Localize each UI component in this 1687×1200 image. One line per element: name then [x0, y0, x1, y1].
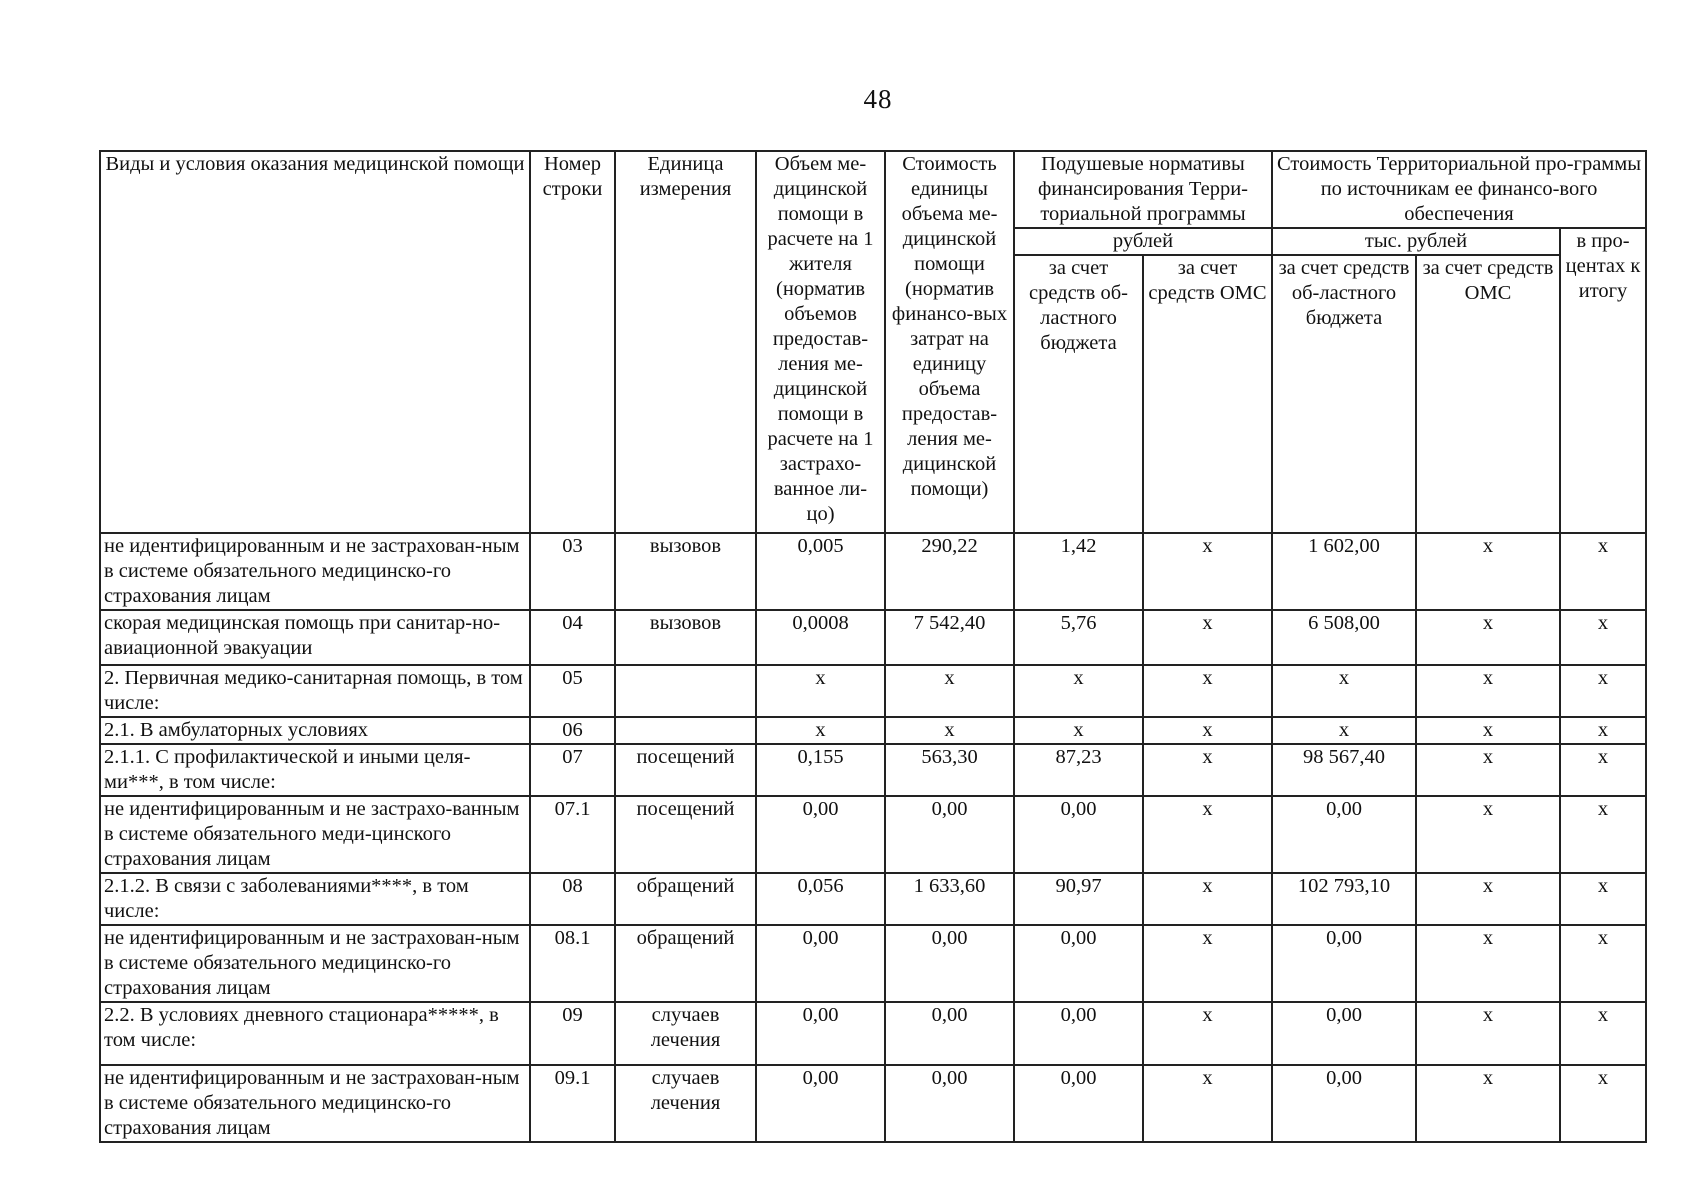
row-pc-budget: 5,76 — [1014, 610, 1143, 665]
row-number: 05 — [530, 665, 615, 717]
row-total-budget: х — [1272, 717, 1416, 744]
table-row — [100, 533, 1646, 610]
row-pc-budget: х — [1014, 717, 1143, 744]
row-percent: х — [1560, 665, 1646, 717]
row-total-oms: х — [1416, 873, 1560, 925]
row-cost: 0,00 — [885, 925, 1014, 1002]
row-total-oms: х — [1416, 744, 1560, 796]
table-row — [100, 796, 1646, 873]
row-number: 06 — [530, 717, 615, 744]
header-oms-funds-total: за счет средств ОМС — [1416, 255, 1560, 533]
financing-table — [99, 150, 1647, 1143]
header-unit-thousand-rub: тыс. рублей — [1272, 228, 1560, 255]
table-row — [100, 717, 1646, 744]
row-pc-budget: 90,97 — [1014, 873, 1143, 925]
row-volume: 0,00 — [756, 1065, 885, 1142]
row-number: 07.1 — [530, 796, 615, 873]
header-row-number: Номер строки — [530, 151, 615, 533]
table-row — [100, 1065, 1646, 1142]
row-pc-oms: х — [1143, 533, 1272, 610]
row-volume: х — [756, 717, 885, 744]
row-total-budget: 6 508,00 — [1272, 610, 1416, 665]
row-total-budget: 0,00 — [1272, 1002, 1416, 1065]
row-percent: х — [1560, 533, 1646, 610]
row-number: 03 — [530, 533, 615, 610]
row-total-oms: х — [1416, 1065, 1560, 1142]
table-row — [100, 873, 1646, 925]
table-row — [100, 1002, 1646, 1065]
row-name: не идентифицированным и не застрахован-ным в системе обязательного медицинско-го страхования лицам — [100, 925, 530, 1002]
row-total-budget: 0,00 — [1272, 1065, 1416, 1142]
row-pc-oms: х — [1143, 1002, 1272, 1065]
row-cost: 290,22 — [885, 533, 1014, 610]
row-total-budget: 0,00 — [1272, 925, 1416, 1002]
row-volume: 0,005 — [756, 533, 885, 610]
row-name: не идентифицированным и не застрахован-ным в системе обязательного медицинско-го страхования лицам — [100, 533, 530, 610]
row-unit: случаев лечения — [615, 1002, 756, 1065]
header-cost: Стоимость единицы объема ме-дицинской помощи (норматив финансо-вых затрат на единицу объема предостав-ления ме-дицинской помощи) — [885, 151, 1014, 533]
row-number: 07 — [530, 744, 615, 796]
row-unit: вызовов — [615, 533, 756, 610]
row-name: 2.2. В условиях дневного стационара*****, в том числе: — [100, 1002, 530, 1065]
header-percent: в про-центах к итогу — [1560, 228, 1646, 533]
row-unit — [615, 665, 756, 717]
row-pc-budget: 0,00 — [1014, 1002, 1143, 1065]
header-regional-budget: за счет средств об-ластного бюджета — [1014, 255, 1143, 533]
row-unit: вызовов — [615, 610, 756, 665]
row-name: скорая медицинская помощь при санитар-но-авиационной эвакуации — [100, 610, 530, 665]
header-unit: Единица измерения — [615, 151, 756, 533]
row-cost: х — [885, 717, 1014, 744]
row-cost: 1 633,60 — [885, 873, 1014, 925]
row-percent: х — [1560, 610, 1646, 665]
row-pc-oms: х — [1143, 1065, 1272, 1142]
row-name: 2. Первичная медико-санитарная помощь, в том числе: — [100, 665, 530, 717]
header-unit-rub: рублей — [1014, 228, 1272, 255]
row-name: не идентифицированным и не застрахован-ным в системе обязательного медицинско-го страхования лицам — [100, 1065, 530, 1142]
row-volume: 0,00 — [756, 796, 885, 873]
header-volume: Объем ме-дицинской помощи в расчете на 1 жителя (норматив объемов предостав-ления ме-дицинской помощи в расчете на 1 застрахо-ванное ли-цо) — [756, 151, 885, 533]
row-pc-budget: 0,00 — [1014, 925, 1143, 1002]
row-number: 04 — [530, 610, 615, 665]
row-pc-budget: х — [1014, 665, 1143, 717]
row-cost: 7 542,40 — [885, 610, 1014, 665]
row-volume: 0,056 — [756, 873, 885, 925]
row-pc-oms: х — [1143, 925, 1272, 1002]
row-volume: х — [756, 665, 885, 717]
table-row — [100, 665, 1646, 717]
row-name: 2.1. В амбулаторных условиях — [100, 717, 530, 744]
row-total-oms: х — [1416, 925, 1560, 1002]
header-row-1 — [100, 151, 1646, 228]
row-name: 2.1.1. С профилактической и иными целя-ми***, в том числе: — [100, 744, 530, 796]
row-percent: х — [1560, 925, 1646, 1002]
row-percent: х — [1560, 1002, 1646, 1065]
header-types: Виды и условия оказания медицинской помощи — [100, 151, 530, 533]
header-per-capita-group: Подушевые нормативы финансирования Терри-ториальной программы — [1014, 151, 1272, 228]
row-volume: 0,00 — [756, 925, 885, 1002]
header-total-cost-group: Стоимость Территориальной про-граммы по источникам ее финансо-вого обеспечения — [1272, 151, 1646, 228]
row-cost: 563,30 — [885, 744, 1014, 796]
row-percent: х — [1560, 744, 1646, 796]
row-number: 09.1 — [530, 1065, 615, 1142]
row-unit — [615, 717, 756, 744]
table-row — [100, 744, 1646, 796]
row-unit: посещений — [615, 744, 756, 796]
header-regional-budget-total: за счет средств об-ластного бюджета — [1272, 255, 1416, 533]
row-pc-budget: 87,23 — [1014, 744, 1143, 796]
row-name: не идентифицированным и не застрахо-ванным в системе обязательного меди-цинского страхования лицам — [100, 796, 530, 873]
row-unit: обращений — [615, 873, 756, 925]
row-cost: 0,00 — [885, 1002, 1014, 1065]
row-total-budget: 98 567,40 — [1272, 744, 1416, 796]
row-number: 09 — [530, 1002, 615, 1065]
row-volume: 0,0008 — [756, 610, 885, 665]
row-pc-oms: х — [1143, 796, 1272, 873]
row-pc-oms: х — [1143, 665, 1272, 717]
row-percent: х — [1560, 873, 1646, 925]
row-total-oms: х — [1416, 1002, 1560, 1065]
row-pc-oms: х — [1143, 873, 1272, 925]
row-unit: обращений — [615, 925, 756, 1002]
page-number: 48 — [863, 84, 893, 114]
row-name: 2.1.2. В связи с заболеваниями****, в том числе: — [100, 873, 530, 925]
row-percent: х — [1560, 1065, 1646, 1142]
table-row — [100, 925, 1646, 1002]
row-total-budget: 102 793,10 — [1272, 873, 1416, 925]
row-pc-budget: 0,00 — [1014, 1065, 1143, 1142]
header-oms-funds: за счет средств ОМС — [1143, 255, 1272, 533]
row-total-oms: х — [1416, 796, 1560, 873]
row-total-budget: 1 602,00 — [1272, 533, 1416, 610]
row-number: 08.1 — [530, 925, 615, 1002]
row-percent: х — [1560, 796, 1646, 873]
row-percent: х — [1560, 717, 1646, 744]
row-pc-oms: х — [1143, 717, 1272, 744]
row-unit: посещений — [615, 796, 756, 873]
row-cost: 0,00 — [885, 796, 1014, 873]
row-total-budget: 0,00 — [1272, 796, 1416, 873]
row-volume: 0,00 — [756, 1002, 885, 1065]
row-total-budget: х — [1272, 665, 1416, 717]
row-total-oms: х — [1416, 610, 1560, 665]
row-pc-oms: х — [1143, 610, 1272, 665]
row-unit: случаев лечения — [615, 1065, 756, 1142]
row-pc-budget: 0,00 — [1014, 796, 1143, 873]
row-number: 08 — [530, 873, 615, 925]
row-total-oms: х — [1416, 533, 1560, 610]
row-total-oms: х — [1416, 665, 1560, 717]
row-volume: 0,155 — [756, 744, 885, 796]
row-cost: 0,00 — [885, 1065, 1014, 1142]
row-pc-oms: х — [1143, 744, 1272, 796]
row-cost: х — [885, 665, 1014, 717]
row-total-oms: х — [1416, 717, 1560, 744]
table-row — [100, 610, 1646, 665]
row-pc-budget: 1,42 — [1014, 533, 1143, 610]
